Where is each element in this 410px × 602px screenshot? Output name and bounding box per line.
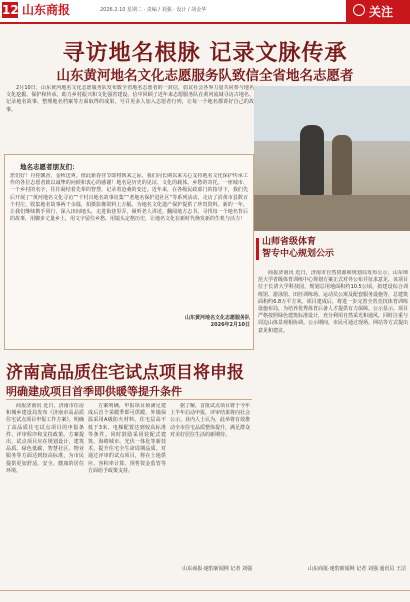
letter-body: 您们好！丹桂飘香，金秋送爽。值此新春佳节即将到来之际，我们向长期以来关心支持地名文化保护传承工作的各位志愿者致以诚挚的问候和衷心的感谢！地名是历史的见证、文化的载体、乡愁的寄托。一座城市、一个乡村的名字，往往凝结着先辈的智慧，记录着沧桑的变迁。近年来，在各级民政部门的指导下，我们先后开展了“黄河地名文化寻访”“千村百地名故事征集”“老地名保护进社区”等系列活动，走访了沿黄市县数百个村庄，收集地名故事两千余篇，拍摄影像资料上万幅，为地名文化遗产保护提供了珍贵资料。新的一年，让我们继续携手同行，深入田间地头、走进街巷里弄，倾听老人讲述，翻阅地方志书，寻找每一个地名背后的故事，用脚步丈量乡土，用文字留住乡愁，用镜头定格历史，让地名文化在新时代焕发新的生机与活力！	[10, 173, 248, 223]
photo-figure	[332, 135, 352, 195]
letter-salutation: 地名志愿者朋友们：	[20, 163, 79, 171]
story2-headline-line2: 智专中心规划公示	[262, 249, 335, 259]
section-label: 关注	[369, 5, 394, 19]
story1-subheadline: 山东黄河地名文化志愿服务队致信全省地名志愿者	[56, 68, 354, 84]
paper-name: 山东商报	[22, 3, 71, 17]
story2-body: 商报济南讯 近日，济南市自然资源和规划局发布公示，山东师范大学省级体育训练中心规划方案正式对外公布并征求意见。该项目位于长清大学科技园，规划总用地面积约10.5公顷，拟建设综合训练馆、游泳馆、田径训练场、运动员公寓及配套服务设施等，总建筑面积约6.8万平方米。项目建成后，将进一步完善全省竞技体育训练设施布局，为培养优秀体育后备人才提供有力保障。公示显示，项目严格按照绿色建筑标准设计，充分利用自然采光和通风，同时注重与周边山体景观相协调。公示期间，市民可通过现场、网站等方式提出意见和建议。	[258, 270, 408, 334]
photo-sky	[254, 86, 410, 141]
story3-byline: 山东商报·速豹新闻网 记者 刘强	[182, 566, 252, 572]
story3-column-1: 商报济南讯 近日，济南市住房和城乡建设局发布《济南市高品质住宅试点项目申报工作方案》，明确了高品质住宅试点项目的申报条件、评审程序和支持政策。方案提出，试点项目应在规划设计、建筑品质、绿色低碳、智慧社区、物业服务等方面达到较高标准，为市民提供更加舒适、安全、健康的居住环境。	[6, 403, 84, 474]
circle-icon	[353, 4, 365, 16]
story3-headline: 济南高品质住宅试点项目将申报	[6, 363, 244, 383]
letter-signature	[80, 315, 250, 329]
story2-byline: 山东商报·速豹新闻网 记者 刘强 通讯员 王洁	[308, 566, 406, 572]
photo-figure	[300, 125, 324, 195]
letter-signature-date: 2026年2月10日	[210, 322, 250, 328]
issue-info: 2026.2.10 星期二 · 责编 / 刘强 · 设计 / 胡金华	[100, 7, 207, 13]
photo-ground	[254, 195, 410, 231]
letter-signature-org: 山东黄河地名文化志愿服务队	[184, 315, 250, 321]
page-number: 12	[2, 3, 19, 17]
story1-lead: 2月10日，山东黄河地名文化志愿服务队发布致全省地名志愿者的一封信，倡议社会各界力量共同参与地名文化挖掘、保护和传承，助力乡村振兴和文化强省建设。信中回顾了近年来志愿服务队在黄河流域寻访古地名、记录地名故事、整理地名档案等方面取得的成果，号召更多人加入志愿者行列，让每一个地名都讲好自己的故事。	[6, 85, 254, 113]
story3-column-3: 据了解，首批试点项目将于今年上半年启动申报，评审结果将向社会公示。业内人士认为，此举将有效推动全市住宅品质整体提升，满足群众对美好居住生活的新期待。	[170, 403, 250, 438]
story2-accent-bar	[256, 238, 259, 260]
story1-headline: 寻访地名根脉 记录文脉传承	[62, 41, 348, 66]
story3-divider	[6, 399, 252, 400]
story3-subheadline: 明确建成项目首季即供暖等提升条件	[6, 385, 182, 398]
story2-headline	[262, 236, 334, 260]
story2-headline-line1: 山师省级体育	[262, 237, 317, 247]
header-divider	[0, 22, 410, 24]
footer-divider	[0, 590, 410, 591]
story3-column-2: 方案明确，申报项目须满足建成后首个采暖季即可供暖、外墙保温采用A级防火材料、住宅层高不低于3米、电梯配置达到较高标准等条件。同时鼓励采用装配式建筑、海绵城市、光伏一体化等新技术，提升住宅全生命周期品质。对通过评审的试点项目，将在土地供应、容积率计算、预售资金监管等方面给予政策支持。	[88, 403, 166, 474]
